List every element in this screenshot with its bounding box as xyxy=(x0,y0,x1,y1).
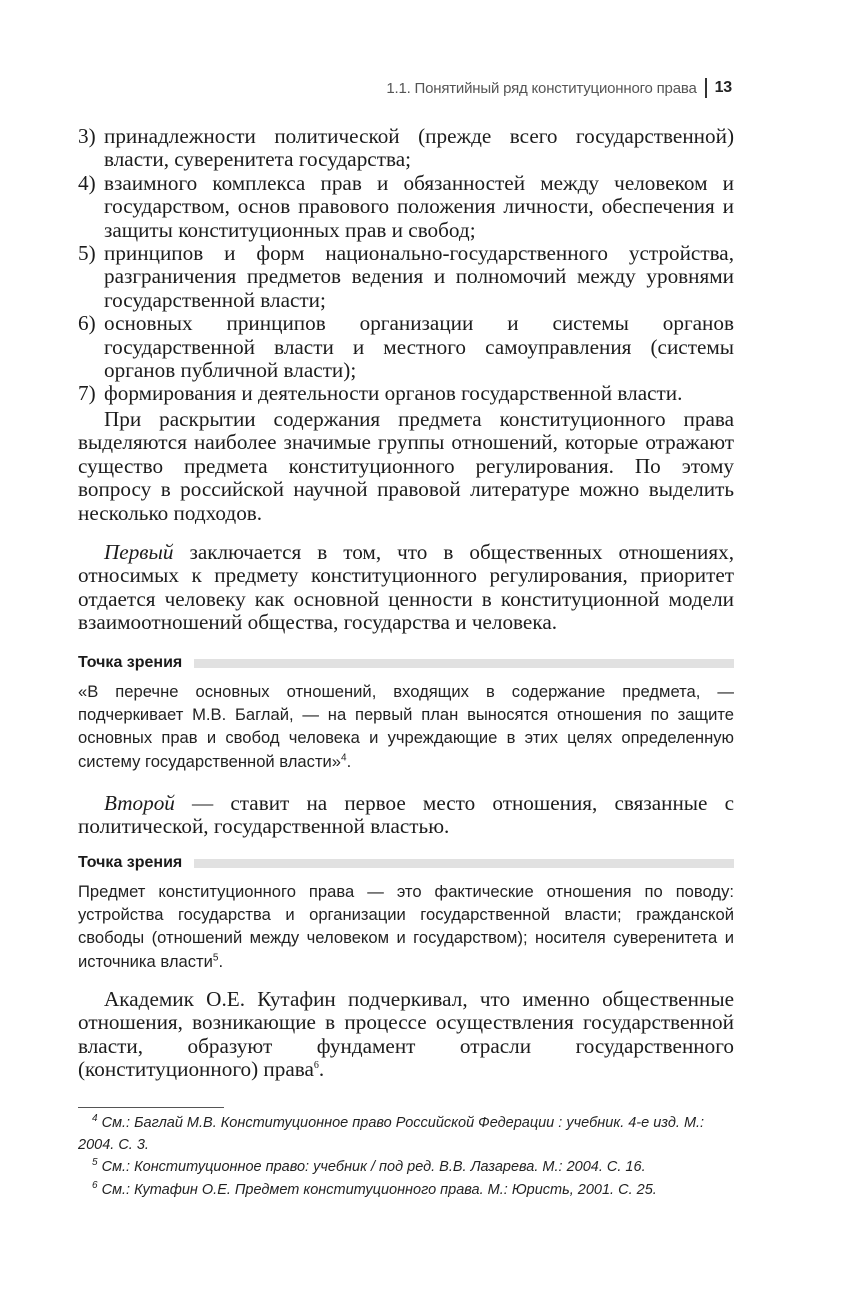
body-paragraph xyxy=(78,988,734,1082)
body-paragraph: При раскрытии содержания предмета конституционного права выделяются наиболее значимые группы отношений, которые отражают существо предмета конституционного регулирования. По этому вопросу в российской научной правовой литературе можно выделить несколько подходов. xyxy=(78,407,734,525)
list-item xyxy=(78,125,734,172)
footnote-ref: 5 xyxy=(212,952,219,964)
heading-rule xyxy=(194,659,734,668)
body-paragraph xyxy=(78,792,734,839)
footnote-number: 6 xyxy=(92,1179,98,1191)
paragraph-text: Академик О.Е. Кутафин подчеркивал, что именно общественные отношения, возникающие в процессе осуществления государственной власти, образуют фундамент отрасли государственного (конституционного) права xyxy=(78,987,734,1082)
viewpoint-label: Точка зрения xyxy=(78,854,183,871)
viewpoint-heading xyxy=(78,654,734,672)
list-item-text: основных принципов организации и системы органов государственной власти и местного самоуправления (системы органов публичной власти); xyxy=(104,311,734,383)
list-item-number: 7) xyxy=(78,381,96,406)
page-number: 13 xyxy=(714,79,732,96)
list-item-text: принадлежности политической (прежде всего государственной) власти, суверенитета государства; xyxy=(104,124,734,172)
list-item-text: взаимного комплекса прав и обязанностей между человеком и государством, основ правового положения личности, обеспечения и защиты конституционных прав и свобод; xyxy=(104,170,734,242)
list-item-number: 3) xyxy=(78,124,96,148)
footnote-rule xyxy=(78,1107,224,1108)
list-item xyxy=(78,172,734,242)
list-item-text: принципов и форм национально-государственного устройства, разграничения предметов ведения и полномочий между уровнями государственной власти; xyxy=(104,241,734,312)
viewpoint-label: Точка зрения xyxy=(78,654,183,671)
viewpoint-quote xyxy=(78,880,734,973)
paragraph-text: — ставит на первое место отношения, связанные с политической, государственной властью. xyxy=(78,791,734,839)
footnote-text: См.: Баглай М.В. Конституционное право Российской Федерации : учебник. 4-е изд. М.: 2004. С. 3. xyxy=(78,1115,705,1154)
list-item-number: 4) xyxy=(78,170,96,195)
footnote-text: См.: Кутафин О.Е. Предмет конституционного права. М.: Юристь, 2001. С. 25. xyxy=(101,1181,657,1198)
section-title: 1.1. Понятийный ряд конституционного права xyxy=(386,79,697,97)
footnote xyxy=(78,1156,734,1178)
quote-text: Предмет конституционного права — это фактические отношения по поводу: устройства государства и организации государственной власти; гражданской свободы (отношений между человеком и государством); носителя суверенитета и источника власти xyxy=(78,882,734,971)
list-item-number: 5) xyxy=(78,241,96,266)
viewpoint-quote xyxy=(78,680,734,773)
footnote-text: См.: Конституционное право: учебник / под ред. В.В. Лазарева. М.: 2004. С. 16. xyxy=(101,1159,646,1176)
body-paragraph xyxy=(78,541,734,635)
list-item xyxy=(78,312,734,382)
enumerated-list xyxy=(78,125,734,406)
footnote-ref: 6 xyxy=(313,1060,319,1072)
emphasis-text: Второй xyxy=(104,791,175,815)
quote-end: . xyxy=(218,951,224,971)
list-item xyxy=(78,382,734,405)
running-header xyxy=(386,78,732,98)
quote-text: «В перечне основных отношений, входящих в содержание предмета, — подчеркивает М.В. Баглай, — на первый план выносятся отношения по защите основных прав и свобод человека и учреждающие в этих целях определенную систему государственной власти» xyxy=(78,682,734,771)
list-item-number: 6) xyxy=(78,311,96,336)
header-divider xyxy=(705,78,707,98)
heading-rule xyxy=(194,859,734,868)
emphasis-text: Первый xyxy=(104,540,174,564)
paragraph-end: . xyxy=(318,1057,325,1082)
footnotes xyxy=(78,1112,734,1201)
list-item-text: формирования и деятельности органов государственной власти. xyxy=(104,381,683,406)
footnote-ref: 4 xyxy=(341,752,347,764)
viewpoint-heading xyxy=(78,854,734,872)
footnote-number: 4 xyxy=(92,1113,98,1125)
quote-end: . xyxy=(346,751,352,771)
footnote-number: 5 xyxy=(92,1157,98,1169)
footnote xyxy=(78,1179,734,1201)
footnote xyxy=(78,1112,734,1156)
paragraph-text: заключается в том, что в общественных отношениях, относимых к предмету конституционного регулирования, приоритет отдается человеку как основной ценности в конституционной модели взаимоотношений общества, государства и человека. xyxy=(78,540,734,635)
list-item xyxy=(78,242,734,312)
